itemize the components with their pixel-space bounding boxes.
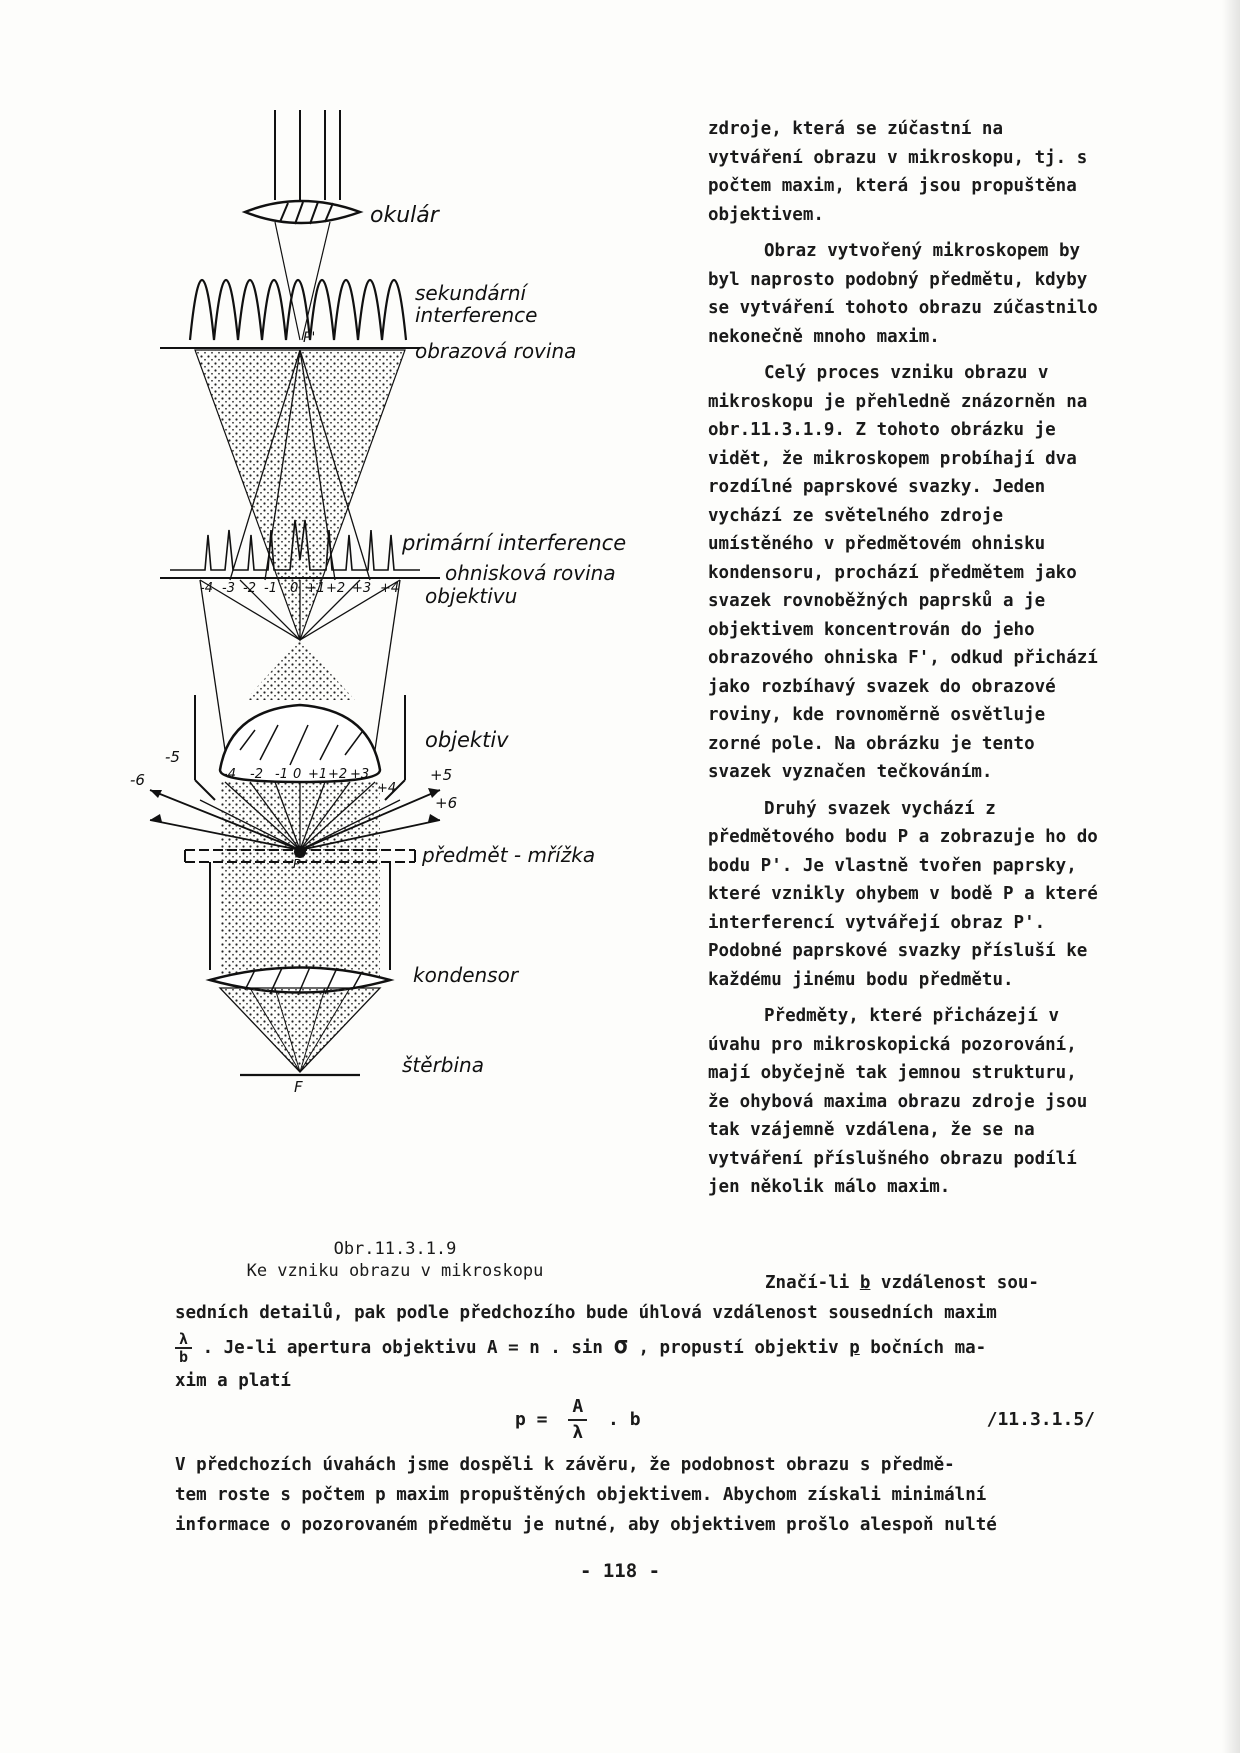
bottom-line-1: V předchozích úvahách jsme dospěli k závěru, že podobnost obrazu s předmě-: [175, 1455, 955, 1475]
source-beam: [220, 988, 380, 1072]
page-edge-shadow: [1222, 0, 1240, 1753]
paragraph-3: Celý proces vzniku obrazu v mikroskopu je přehledně znázorněn na obr.11.3.1.9. Z tohoto obrázku je vidět, že mikroskopem probíhají dva rozdílné paprskové svazky. Jeden vychází ze světelného zdroje umístěného v předmětovém ohnisku kondensoru, prochází předmětem jako svazek rovnoběžných paprsků a je objektivem koncentrován do jeho obrazového ohniska F', odkud přichází jako rozbíhavý svazek do obrazové roviny, kde rovnoměrně osvětluje zorné pole. Na obrázku je tento svazek vyznačen tečkováním.: [708, 363, 1098, 782]
fraction-lambda-b: $\frac{\lambda}{b}$: [175, 1331, 192, 1365]
microscope-diagram: [130, 110, 690, 1240]
svg-text:-4: -4: [223, 767, 236, 782]
bottom-line-3: informace o pozorovaném předmětu je nutné, aby objektivem prošlo alespoň nulté: [175, 1515, 997, 1535]
svg-text:-2: -2: [243, 581, 256, 596]
svg-text:+4: +4: [377, 781, 397, 796]
label-f: F: [294, 1078, 303, 1096]
svg-text:+2: +2: [326, 581, 346, 596]
paragraph-1: zdroje, která se zúčastní na vytváření obrazu v mikroskopu, tj. s počtem maxim, která jsou propuštěna objektivem.: [708, 119, 1088, 225]
equation-number: /11.3.1.5/: [986, 1409, 1095, 1430]
svg-text:-5: -5: [165, 748, 180, 766]
caption-title: Ke vzniku obrazu v mikroskopu: [246, 1261, 544, 1281]
svg-text:+3: +3: [350, 767, 370, 782]
svg-text:0: 0: [290, 581, 299, 596]
svg-text:-2: -2: [250, 767, 263, 782]
label-kondensor: kondensor: [413, 963, 519, 987]
page-number: - 118 -: [579, 1560, 661, 1582]
equation-11-3-1-5: p = $\frac{A}{\lambda}$ . b /11.3.1.5/: [515, 1396, 1095, 1443]
illumination-beam-middle: [245, 640, 355, 700]
label-okular: okulár: [370, 203, 439, 228]
label-ohniskova-rovina: ohnisková rovina: [445, 561, 616, 585]
label-sterbina: štěrbina: [402, 1053, 484, 1077]
svg-text:-3: -3: [222, 581, 235, 596]
svg-text:+3: +3: [352, 581, 372, 596]
svg-text:-1: -1: [275, 767, 288, 782]
label-objektivu: objektivu: [425, 584, 518, 608]
figure-caption: [205, 1238, 585, 1282]
label-sekundarni: sekundární: [415, 281, 527, 305]
bottom-line-2: tem roste s počtem p maxim propuštěných objektivem. Abychom získali minimální: [175, 1485, 987, 1505]
svg-text:+4: +4: [380, 581, 400, 596]
text-line-4: xim a platí: [175, 1371, 291, 1391]
text-line-2: sedních detailů, pak podle předchozího bude úhlová vzdálenost sousedních maxim: [175, 1303, 997, 1323]
label-obrazova-rovina: obrazová rovina: [415, 339, 577, 363]
text-line-3: $\frac{\lambda}{b}$ . Je-li apertura objektivu A = n . sin σ , propustí objektiv p bočních ma-: [175, 1330, 1095, 1365]
svg-text:-6: -6: [130, 771, 145, 789]
right-column-text: [708, 115, 1103, 1210]
label-predmet-mrizka: předmět - mřížka: [422, 843, 596, 867]
label-interference: interference: [415, 303, 538, 327]
label-p: P: [293, 857, 301, 871]
svg-text:+6: +6: [435, 794, 458, 812]
paragraph-5: Předměty, které přicházejí v úvahu pro mikroskopická pozorování, mají obyčejně tak jemnou strukturu, že ohybová maxima obrazu zdroje jsou tak vzájemně vzdálena, že se na vytváření příslušného obrazu podílí jen několik málo maxim.: [708, 1006, 1088, 1197]
fraction-a-lambda: $\frac{A}{\lambda}$: [568, 1395, 587, 1445]
label-objektiv: objektiv: [425, 728, 509, 752]
svg-text:+5: +5: [430, 766, 453, 784]
svg-text:+1: +1: [308, 767, 328, 782]
svg-text:+1: +1: [306, 581, 326, 596]
svg-text:-4: -4: [200, 581, 213, 596]
paragraph-4: Druhý svazek vychází z předmětového bodu P a zobrazuje ho do bodu P'. Je vlastně tvořen paprsky, které vznikly ohybem v bodě P a které interferencí vytvářejí obraz P'. Podobné paprskové svazky přísluší ke každému jinému bodu předmětu.: [708, 798, 1098, 990]
text-line-1: Značí-li b vzdálenost sou-: [765, 1273, 1039, 1293]
svg-text:+2: +2: [328, 767, 348, 782]
svg-text:-1: -1: [264, 581, 277, 596]
paragraph-2: Obraz vytvořený mikroskopem by byl naprosto podobný předmětu, kdyby se vytváření tohoto obrazu zúčastnilo nekonečně mnoho maxim.: [708, 241, 1098, 347]
label-p-prime: P': [303, 330, 316, 346]
svg-text:0: 0: [293, 767, 302, 782]
caption-number: Obr.11.3.1.9: [333, 1239, 457, 1259]
label-primarni-interference: primární interference: [402, 531, 627, 555]
